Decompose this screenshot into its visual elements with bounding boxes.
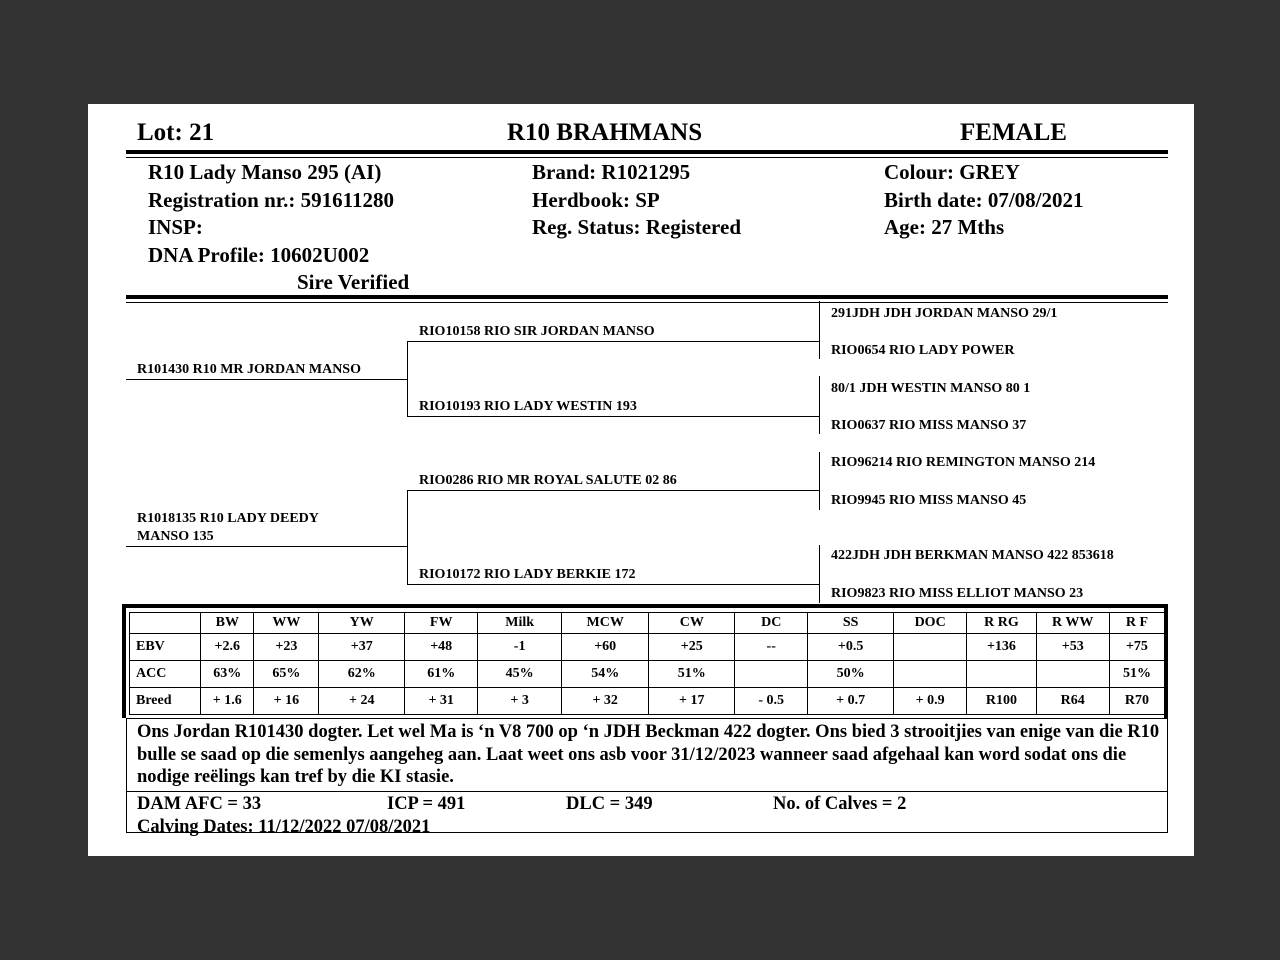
stats-cell: R100 (967, 688, 1036, 715)
pedigree-dam-line2: MANSO 135 (137, 529, 214, 544)
brand: Brand: R1021295 (532, 160, 691, 184)
pedigree-gen3: 422JDH JDH BERKMAN MANSO 422 853618 (831, 548, 1114, 563)
stats-cell: -- (735, 634, 808, 661)
pedigree-line (126, 379, 407, 380)
dam-afc: DAM AFC = 33 (137, 794, 262, 814)
stats-cell: -1 (478, 634, 562, 661)
stats-cell: +25 (649, 634, 735, 661)
stats-cell (893, 634, 966, 661)
stats-cell: R64 (1036, 688, 1109, 715)
stats-cell: 63% (201, 661, 254, 688)
pedigree-line (126, 546, 407, 547)
stats-row (130, 688, 1165, 715)
stats-header-cell: FW (405, 613, 478, 634)
pedigree-gen3: RIO0654 RIO LADY POWER (831, 343, 1015, 358)
stats-cell: +48 (405, 634, 478, 661)
animal-info-left (148, 159, 409, 297)
stats-header-cell: CW (649, 613, 735, 634)
stats-cell (893, 661, 966, 688)
insp: INSP: (148, 215, 203, 239)
pedigree-connector (819, 376, 820, 434)
pedigree-gen3: RIO0637 RIO MISS MANSO 37 (831, 418, 1027, 433)
stats-cell: 51% (649, 661, 735, 688)
stats-cell: 51% (1109, 661, 1164, 688)
stats-header-cell: MCW (561, 613, 649, 634)
stats-cell: 45% (478, 661, 562, 688)
stats-row-label: Breed (130, 688, 201, 715)
pedigree-line (407, 341, 819, 342)
colour: Colour: GREY (884, 160, 1020, 184)
pedigree-line (407, 416, 819, 417)
remarks-text: Ons Jordan R101430 dogter. Let wel Ma is ‘n V8 700 op ‘n JDH Beckman 422 dogter. Ons bied 3 strooitjies van enige van die R10 bulle se saad op die semenlys aangeheg aan. Laat weet ons asb voor 31/12/2023 wanneer saad afgehaal kan word sodat ons die nodige reëlings kan tref by die KI stasie. (137, 722, 1160, 787)
pedigree-connector (407, 341, 408, 417)
stats-header-cell: DC (735, 613, 808, 634)
stats-cell: - 0.5 (735, 688, 808, 715)
pedigree-gen3: 80/1 JDH WESTIN MANSO 80 1 (831, 381, 1031, 396)
stats-row (130, 634, 1165, 661)
stats-cell (967, 661, 1036, 688)
header-rule-thin (126, 157, 1168, 158)
header-rule-thick (126, 150, 1168, 154)
stats-cell: +0.5 (808, 634, 894, 661)
info-rule-thick (126, 295, 1168, 299)
stats-cell: 65% (254, 661, 319, 688)
stats-cell: +2.6 (201, 634, 254, 661)
pedigree-dam-dam: RIO10172 RIO LADY BERKIE 172 (419, 567, 636, 582)
pedigree-gen3: RIO96214 RIO REMINGTON MANSO 214 (831, 455, 1096, 470)
lot-number: Lot: 21 (137, 119, 215, 146)
registration-number: Registration nr.: 591611280 (148, 187, 394, 212)
pedigree-sire: R101430 R10 MR JORDAN MANSO (137, 362, 361, 377)
stats-header-cell: SS (808, 613, 894, 634)
pedigree-sire-dam: RIO10193 RIO LADY WESTIN 193 (419, 399, 637, 414)
stats-row (130, 661, 1165, 688)
stats-header-cell: BW (201, 613, 254, 634)
pedigree-gen3: 291JDH JDH JORDAN MANSO 29/1 (831, 306, 1058, 321)
stats-header-cell: R RG (967, 613, 1036, 634)
stats-cell: + 1.6 (201, 688, 254, 715)
sire-verified: Sire Verified (297, 270, 410, 294)
stats-cell: + 3 (478, 688, 562, 715)
stats-cell: 54% (561, 661, 649, 688)
stats-cell: +53 (1036, 634, 1109, 661)
stats-header-row (130, 613, 1165, 634)
age: Age: 27 Mths (884, 215, 1005, 239)
animal-info-middle (532, 159, 741, 242)
stats-header-cell: YW (319, 613, 405, 634)
stats-header-cell: Milk (478, 613, 562, 634)
stats-header-cell: DOC (893, 613, 966, 634)
animal-name: R10 Lady Manso 295 (AI) (148, 160, 382, 184)
stats-cell: 50% (808, 661, 894, 688)
stats-cell: 61% (405, 661, 478, 688)
number-of-calves: No. of Calves = 2 (773, 794, 907, 814)
animal-info-right (884, 159, 1084, 242)
stats-cell: + 24 (319, 688, 405, 715)
reg-status: Reg. Status: Registered (532, 215, 741, 239)
pedigree-connector (819, 452, 820, 510)
herdbook: Herdbook: SP (532, 187, 660, 212)
pedigree-dam-sire: RIO0286 RIO MR ROYAL SALUTE 02 86 (419, 473, 677, 488)
stats-cell: + 16 (254, 688, 319, 715)
stats-row-label: EBV (130, 634, 201, 661)
stats-cell: + 0.9 (893, 688, 966, 715)
stats-table (129, 612, 1165, 715)
breed-title: R10 BRAHMANS (507, 119, 703, 146)
icp: ICP = 491 (387, 794, 466, 814)
stats-cell: + 32 (561, 688, 649, 715)
stats-cell: +23 (254, 634, 319, 661)
stats-cell: +136 (967, 634, 1036, 661)
sex-label: FEMALE (960, 119, 1067, 146)
stats-row-label: ACC (130, 661, 201, 688)
birth-date: Birth date: 07/08/2021 (884, 187, 1084, 212)
remarks-box (126, 718, 1168, 837)
pedigree-line (407, 584, 819, 585)
stats-cell (1036, 661, 1109, 688)
pedigree-sire-sire: RIO10158 RIO SIR JORDAN MANSO (419, 324, 655, 339)
info-rule-thin (126, 302, 1168, 303)
stats-cell (735, 661, 808, 688)
pedigree-line (407, 490, 819, 491)
dlc: DLC = 349 (566, 794, 653, 814)
stats-header-cell: WW (254, 613, 319, 634)
stats-cell: + 31 (405, 688, 478, 715)
stats-cell: +60 (561, 634, 649, 661)
stats-cell: + 0.7 (808, 688, 894, 715)
stats-header-cell (130, 613, 201, 634)
stats-cell: +75 (1109, 634, 1164, 661)
remarks-divider (127, 791, 1167, 792)
lot-card (88, 104, 1194, 856)
pedigree-gen3: RIO9945 RIO MISS MANSO 45 (831, 493, 1027, 508)
pedigree-dam-line1: R1018135 R10 LADY DEEDY (137, 511, 319, 526)
pedigree-connector (819, 545, 820, 603)
stats-cell: 62% (319, 661, 405, 688)
pedigree-connector (407, 490, 408, 584)
stats-cell: + 17 (649, 688, 735, 715)
dna-profile: DNA Profile: 10602U002 (148, 242, 370, 267)
pedigree-connector (819, 301, 820, 359)
stats-header-cell: R WW (1036, 613, 1109, 634)
stats-cell: R70 (1109, 688, 1164, 715)
stats-cell: +37 (319, 634, 405, 661)
calving-dates: Calving Dates: 11/12/2022 07/08/2021 (137, 817, 431, 837)
pedigree-gen3: RIO9823 RIO MISS ELLIOT MANSO 23 (831, 586, 1084, 601)
stats-header-cell: R F (1109, 613, 1164, 634)
